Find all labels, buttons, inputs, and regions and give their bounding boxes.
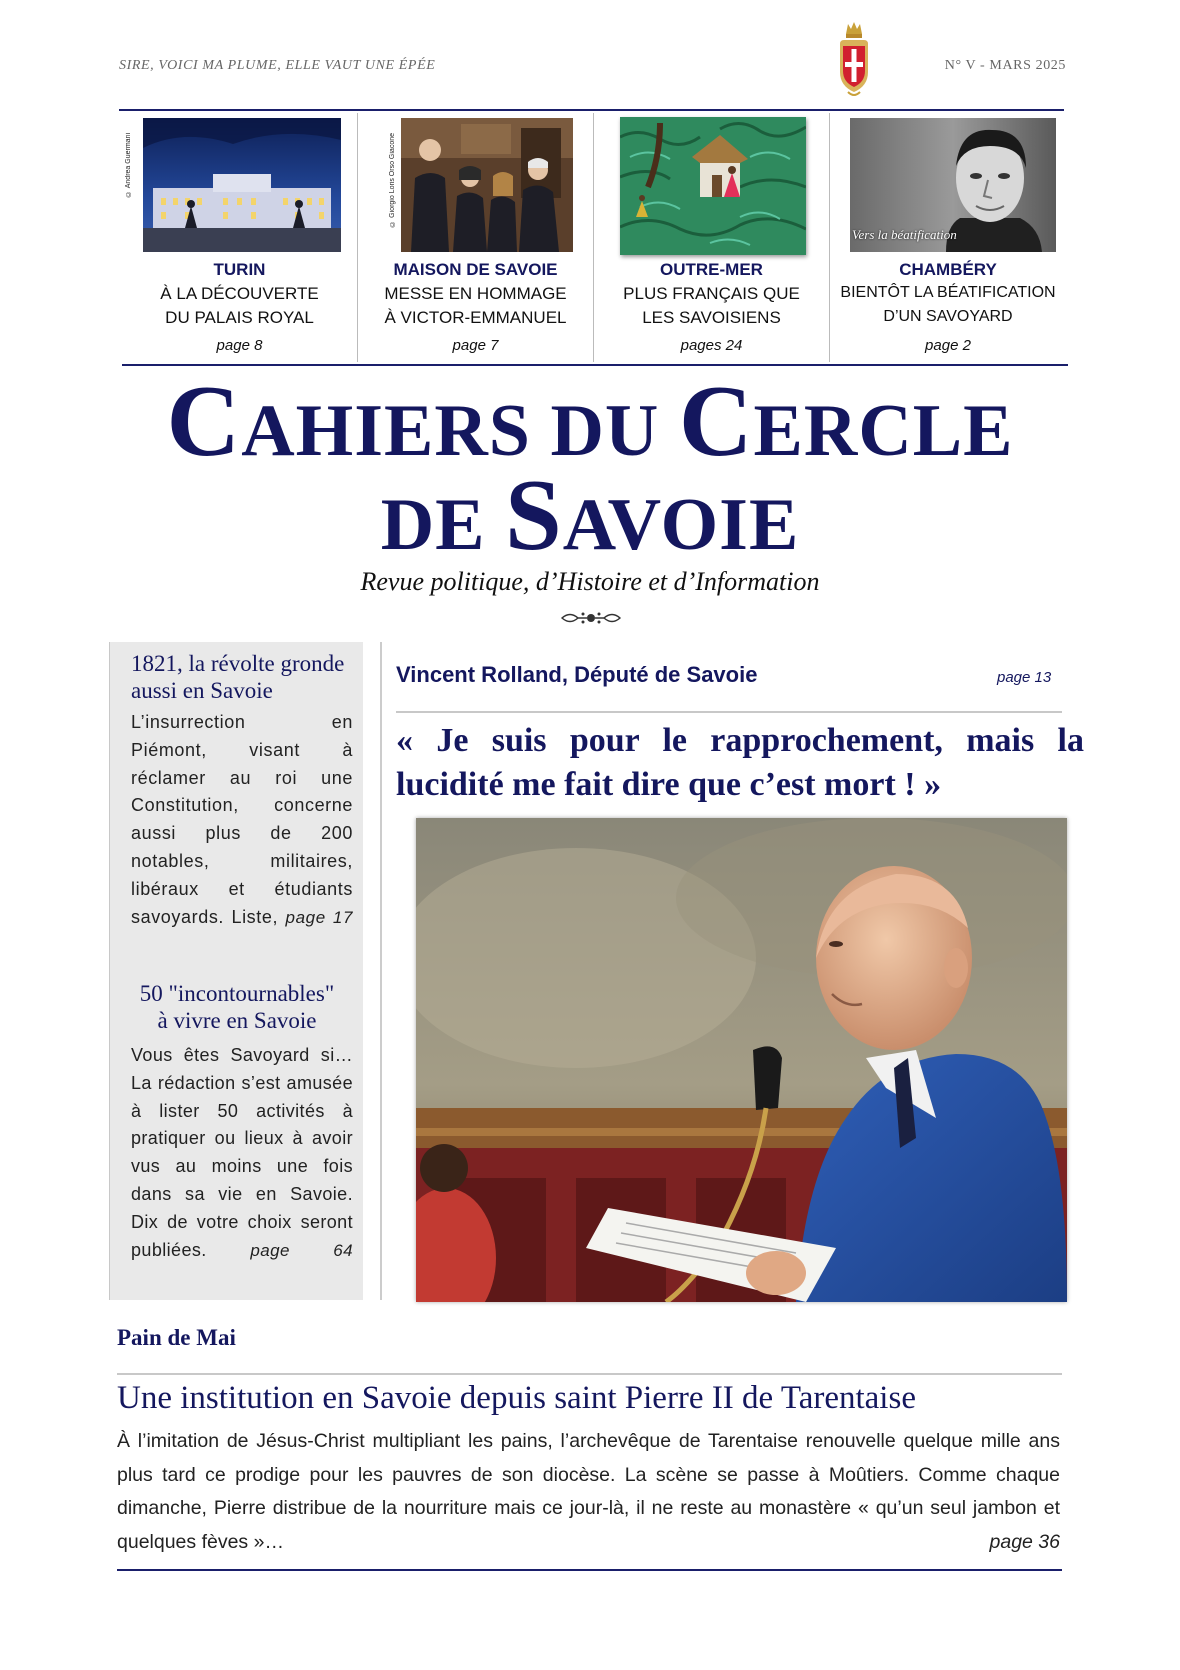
palace-photo xyxy=(143,118,341,252)
portrait-caption: Vers la béatification xyxy=(852,227,957,242)
ornament-icon xyxy=(560,609,622,627)
masthead-title-line1: CAHIERS DU CERCLE xyxy=(166,365,1014,478)
teaser-headline-line1: PLUS FRANÇAIS QUE xyxy=(623,284,800,303)
column-divider xyxy=(380,642,382,1300)
sidebar-item2-text: Vous êtes Savoyard si… La rédaction s’est amusée à lister 50 activités à pratiquer ou lieux à avoir vus au moins une fois dans sa vie en Savoie. Dix de votre choix seront publiées. page 64 xyxy=(131,1045,353,1260)
deputy-photo xyxy=(416,818,1067,1302)
feature-page-ref: page 13 xyxy=(997,669,1052,686)
teaser-category: TURIN xyxy=(213,260,266,279)
top-rule xyxy=(119,109,1064,111)
photo-credit: © Giorgio Loris Orso Giacone xyxy=(389,133,396,227)
article-title[interactable]: Une institution en Savoie depuis saint Pierre II de Tarentaise xyxy=(117,1380,916,1416)
feature-rule xyxy=(396,711,1062,713)
sidebar-item1-title[interactable]: 1821, la révolte gronde aussi en Savoie xyxy=(131,651,345,703)
teaser-headline-line2: D’UN SAVOYARD xyxy=(883,308,1013,325)
feature-quote[interactable]: « Je suis pour le rapprochement, mais la lucidité me fait dire que c’est mort ! » xyxy=(396,722,1084,803)
teaser-category: CHAMBÉRY xyxy=(899,260,997,279)
article-rule xyxy=(117,1373,1062,1375)
article-body: À l’imitation de Jésus-Christ multipliant les pains, l’archevêque de Tarentaise renouvelle quelque mille ans plus tard ce prodige pour les pauvres de son diocèse. La scène se passe à Moûtiers. Comme chaque dimanche, Pierre distribue de la nourriture mais ce jour-là, il ne reste au monastère « qu’un seul jambon et quelques fèves »… page 36 xyxy=(117,1425,1060,1559)
teaser-maison-de-savoie[interactable] xyxy=(358,113,594,362)
savoy-crest-icon xyxy=(836,16,872,100)
teaser-headline-line2: DU PALAIS ROYAL xyxy=(165,308,314,327)
masthead-subtitle: Revue politique, d’Histoire et d’Information xyxy=(360,567,820,596)
teaser-chambery[interactable] xyxy=(830,113,1066,362)
teaser-category: OUTRE-MER xyxy=(660,260,763,279)
photo-credit: © Andrea Guermani xyxy=(125,133,132,197)
masthead-title-line2: DE SAVOIE xyxy=(380,459,800,572)
painting-image xyxy=(620,117,806,255)
teaser-turin[interactable] xyxy=(122,113,358,362)
teasers-bottom-rule xyxy=(122,364,1068,366)
teaser-headline-line2: À VICTOR-EMMANUEL xyxy=(384,308,567,327)
teaser-page-ref: page 7 xyxy=(452,337,499,354)
teaser-strip xyxy=(122,113,1066,362)
sidebar-item2-page: page 64 xyxy=(250,1240,353,1260)
bottom-rule xyxy=(117,1569,1062,1571)
article-page-ref: page 36 xyxy=(989,1530,1060,1553)
teaser-headline-line1: BIENTÔT LA BÉATIFICATION xyxy=(840,284,1056,301)
sidebar-item1-page: page 17 xyxy=(285,907,354,927)
teaser-page-ref: page 8 xyxy=(216,337,263,354)
teaser-page-ref: pages 24 xyxy=(680,337,743,354)
sidebar-item1-text: L’insurrection en Piémont, visant à réclamer au roi une Constitution, concerne aussi plus de 200 notables, militaires, libéraux et étudiants savoyards. Liste, page 17 xyxy=(131,712,354,927)
teaser-headline-line2: LES SAVOISIENS xyxy=(642,308,781,327)
sidebar-item2-title-line2[interactable]: à vivre en Savoie xyxy=(157,1008,317,1033)
teaser-headline-line1: À LA DÉCOUVERTE xyxy=(160,284,319,303)
teaser-outre-mer[interactable] xyxy=(594,113,830,362)
mass-photo xyxy=(401,118,573,252)
teaser-headline-line1: MESSE EN HOMMAGE xyxy=(384,284,567,303)
teaser-page-ref: page 2 xyxy=(925,337,971,354)
teaser-category: MAISON DE SAVOIE xyxy=(393,260,558,279)
feature-byline: Vincent Rolland, Député de Savoie xyxy=(396,662,758,687)
article-rubric: Pain de Mai xyxy=(117,1325,236,1350)
masthead-motto: SIRE, VOICI MA PLUME, ELLE VAUT UNE ÉPÉE xyxy=(119,58,436,73)
sidebar-item2-title-line1[interactable]: 50 "incontournables" xyxy=(139,981,335,1006)
issue-number: N° V - MARS 2025 xyxy=(944,58,1066,73)
sidebar-box xyxy=(109,642,363,1300)
